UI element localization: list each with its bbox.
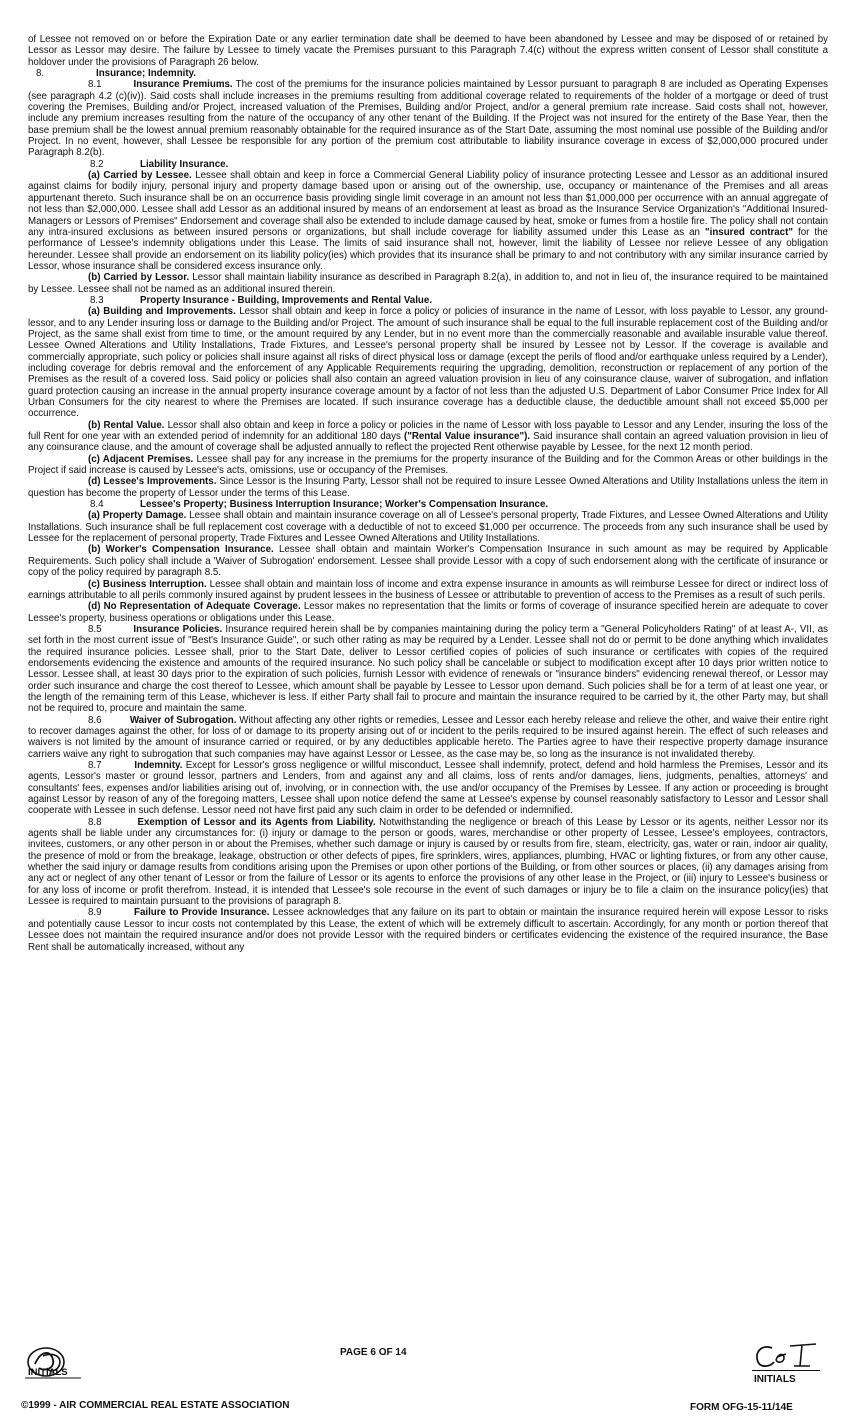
- initials-signature-line: [752, 1370, 820, 1371]
- section-number: 8.5: [88, 623, 102, 635]
- subsection-text: Lessor shall maintain liability insurance as described in Paragraph 8.2(a), in addition to, and not in lieu of, the insurance required to be maintained by Lessee. Lessee shall not be named as an additional insured therein.: [28, 272, 828, 295]
- section-title: Failure to Provide Insurance.: [133, 907, 270, 919]
- section-8-3-b: [28, 420, 828, 454]
- section-text: Without affecting any other rights or remedies, Lessee and Lessor each hereby release and relieve the other, and waive their entire right to recover damages against the other, for loss of or damage to its property arising out of or incident to the perils required to be insured against herein. The effect of such releases and waivers is not limited by the amount of insurance carried or required, or by any deductibles applicable hereto. The Parties agree to have their respective property damage insurance carriers waive any right to subrogation that such companies may have against Lessor or Lessee, as the case may be, so long as the insurance is not invalidated thereby.: [28, 714, 828, 760]
- section-number: 8.1: [88, 79, 102, 91]
- subsection-label: (d) Lessee's Improvements.: [88, 476, 217, 488]
- section-8-4-b: [28, 544, 828, 578]
- subsection-text: Lessee shall obtain and maintain Worker's Compensation Insurance in such amount as may be required by Applicable Requirements. Such policy shall include a 'Waiver of Subrogation' endorsement. Lessee shall provide Lessor with a copy of such endorsement along with the certificate of insurance or copy of the policy required by paragraph 8.5.: [28, 544, 828, 579]
- copyright-notice: ©1999 - AIR COMMERCIAL REAL ESTATE ASSOCIATION: [21, 1400, 290, 1411]
- subsection-text: Lessee shall pay for any increase in the premiums for the property insurance of the Building and for the Common Areas or other buildings in the Project if said increase is caused by Lessee's acts, omissions, use or occupancy of the Premises.: [28, 453, 828, 477]
- section-title: Lessee's Property; Business Interruption Insurance; Worker's Compensation Insurance.: [140, 499, 549, 511]
- paragraph-7-4c-continuation: of Lessee not removed on or before the Expiration Date or any earlier termination date shall be deemed to have been abandoned by Lessee and may be disposed of or retained by Lessor as Lessor may desire. The failure by Lessee to timely vacate the Premises pursuant to this Paragraph 7.4(c) without the express written consent of Lessor shall constitute a holdover under the provisions of Paragraph 26 below.: [28, 34, 828, 68]
- subsection-text: Said insurance shall contain an agreed valuation provision in lieu of any coinsurance clause, and the amount of coverage shall be adjusted annually to reflect the projected Rent otherwise payable by Lessee, for the next 12 month period.: [28, 431, 828, 454]
- section-number: 8.2: [90, 158, 104, 170]
- initials-left-label: INITIALS: [28, 1367, 68, 1378]
- section-8-1: [28, 79, 828, 158]
- section-8-8: [28, 817, 828, 908]
- section-title: Insurance; Indemnity.: [96, 68, 197, 80]
- section-8-3-a: [28, 306, 828, 419]
- section-8-6: [28, 715, 828, 760]
- section-8-5: [28, 624, 828, 715]
- page-number: PAGE 6 OF 14: [340, 1347, 407, 1358]
- section-number: 8.3: [90, 294, 104, 306]
- section-number: 8.: [36, 68, 45, 80]
- subsection-label: (c) Adjacent Premises.: [88, 453, 194, 465]
- subsection-label: (b) Carried by Lessor.: [88, 272, 190, 284]
- lessee-initials-signature: [750, 1340, 820, 1372]
- section-8-2-a: [28, 170, 828, 272]
- section-text: The cost of the premiums for the insurance policies maintained by Lessor pursuant to paragraph 8 are included as Operating Expenses (see paragraph 4.2 (c)(iv)). Said costs shall include increases in the premiums resulting from additional coverage related to requirements of the holder of a mortgage or deed of trust covering the Premises, Building and/or Project, increased valuation of the Premises, Building and/or Project, and/or a general premium rate increase. Said costs shall not, however, include any premium increases resulting from the nature of the occupancy of any other tenant of the Building. If the Project was not insured for the entirety of the Base Year, then the base premium shall be the lowest annual premium reasonably obtainable for the required insurance as of the Start Date, assuming the most nominal use possible of the Building and/or Project. In no event, however, shall Lessee be responsible for any portion of the premium cost attributable to liability insurance coverage in excess of $2,000,000 procured under Paragraph 8.2(b).: [28, 79, 828, 159]
- section-8-3-d: [28, 476, 828, 499]
- subsection-label: (a) Property Damage.: [88, 510, 187, 522]
- section-8-4-heading: [28, 499, 828, 510]
- subsection-label: (c) Business Interruption.: [88, 578, 207, 590]
- section-title: Insurance Policies.: [133, 623, 223, 635]
- section-title: Exemption of Lessor and its Agents from Liability.: [137, 816, 376, 828]
- section-title: Waiver of Subrogation.: [129, 714, 237, 726]
- section-8-2-b: [28, 272, 828, 295]
- section-text: Insurance required herein shall be by companies maintaining during the policy term a "General Policyholders Rating" of at least A-, VII, as set forth in the most current issue of "Best's Insurance Guide", or such other rating as may be required by a Lender. Lessee shall not do or permit to be done anything which invalidates the required insurance policies. Lessee shall, prior to the Start Date, deliver to Lessor certified copies of policies of such insurance or certificates with copies of the required endorsements evidencing the existence and amounts of the required insurance. No such policy shall be cancelable or subject to modification except after 10 days prior written notice to Lessor. Lessee shall, at least 30 days prior to the expiration of such policies, furnish Lessor with evidence of renewals or "insurance binders" evidencing renewal thereof, or Lessor may order such insurance and charge the cost thereof to Lessee, which amount shall be payable by Lessee to Lessor upon demand. Such policies shall be for a term of at least one year, or the length of the remaining term of this Lease, whichever is less. If either Party shall fail to procure and maintain the insurance required to be carried by it, the other Party may, but shall not be required to, procure and maintain the same.: [28, 623, 829, 715]
- section-8-3-heading: [28, 295, 828, 306]
- section-number: 8.9: [88, 907, 102, 919]
- section-8-4-c: [28, 579, 828, 602]
- subsection-text: Since Lessor is the Insuring Party, Lessor shall not be required to insure Lessee Owned Alterations and Utility Installations unless the item in question has become the property of Lessor under the terms of this Lease.: [28, 476, 829, 499]
- bold-term: "insured contract": [705, 226, 793, 238]
- subsection-text: Lessor shall also obtain and keep in force a policy or policies in the name of Lessor with loss payable to Lessor and any Lender, insuring the loss of the full Rent for one year with an extended period of indemnity for an additional 180 days: [28, 419, 828, 443]
- subsection-label: (b) Rental Value.: [88, 419, 165, 431]
- section-number: 8.7: [88, 760, 102, 771]
- subsection-text: Lessee shall obtain and maintain insurance coverage on all of Lessee's personal property, Trade Fixtures, and Lessee Owned Alterations and Utility Installations. Such insurance shall be full replacement cost coverage with a deductible of not to exceed $1,000 per occurrence. The proceeds from any such insurance shall be used by Lessee for the replacement of personal property, Trade Fixtures and Lessee Owned Alterations and Utility Installations.: [28, 510, 828, 545]
- subsection-text: Lessee shall obtain and maintain loss of income and extra expense insurance in amounts as will reimburse Lessee for direct or indirect loss of earnings attributable to all perils commonly insured against by prudent lessees in the business of Lessee or attributable to prevention of access to the Premises as a result of such perils.: [28, 578, 828, 601]
- section-number: 8.4: [90, 499, 104, 511]
- section-number: 8.6: [88, 714, 102, 726]
- section-text: Notwithstanding the negligence or breach of this Lease by Lessor or its agents, neither Lessor nor its agents shall be liable under any circumstances for: (i) injury or damage to the person or goods, wares, merchandise or other property of Lessee, Lessee's employees, contractors, invitees, customers, or any other person in or about the Premises, whether such damage or injury is caused by or results from fire, steam, electricity, gas, water or rain, indoor air quality, the presence of mold or from the breakage, leakage, obstruction or other defects of pipes, fire sprinklers, wires, appliances, plumbing, HVAC or lighting fixtures, or from any other cause, whether the said injury or damage results from conditions arising upon the Premises or upon other portions of the Building, or from other sources or places, (ii) any damages arising from any act or neglect of any other tenant of Lessor or from the failure of Lessor or its agents to enforce the provisions of any other lease in the Project, or (iii) injury to Lessee's business or for any loss of income or profit therefrom. Instead, it is intended that Lessee's sole recourse in the event of such damages or injury be to file a claim on the insurance policy(ies) that Lessee is required to maintain pursuant to the provisions of paragraph 8.: [28, 816, 828, 908]
- page-footer: [0, 1340, 850, 1425]
- subsection-text: Lessee shall obtain and keep in force a Commercial General Liability policy of insurance protecting Lessee and Lessor as an additional insured against claims for bodily injury, personal injury and property damage based upon or arising out of the ownership, use, occupancy or maintenance of the Premises and all areas appurtenant thereto. Such insurance shall be on an occurrence basis providing single limit coverage in an amount not less than $1,000,000 per occurrence with an annual aggregate of not less than $2,000,000. Lessee shall add Lessor as an additional insured by means of an endorsement at least as broad as the Insurance Service Organization's "Additional Insured-Managers or Lessors of Premises" Endorsement and coverage shall also be extended to include damage caused by heat, smoke or fumes from a hostile fire. The policy shall not contain any intra-insured exclusions as between insured persons or organizations, but shall include coverage for liability assumed under this Lease as an: [28, 170, 828, 238]
- section-8-3-c: [28, 454, 828, 477]
- subsection-text: for the performance of Lessee's indemnity obligations under this Lease. The limits of said insurance shall not, however, limit the liability of Lessee nor relieve Lessee of any obligation hereunder. Lessee shall provide an endorsement on its liability policy(ies) which provides that its insurance shall be primary to and not contributory with any similar insurance carried by Lessor, whose insurance shall be considered excess insurance only.: [28, 226, 828, 272]
- document-body: [28, 34, 828, 953]
- section-8-4-a: [28, 510, 828, 544]
- section-text: Lessee acknowledges that any failure on its part to obtain or maintain the insurance required herein will expose Lessor to risks and potentially cause Lessor to incur costs not contemplated by this Lease, the extent of which will be extremely difficult to ascertain. Accordingly, for any month or portion thereof that Lessee does not maintain the required insurance and/or does not provide Lessor with the required binders or certificates evidencing the existence of the required insurance, the Base Rent shall be automatically increased, without any: [28, 907, 828, 953]
- section-8-heading: [28, 68, 828, 79]
- section-title: Indemnity.: [134, 760, 183, 771]
- subsection-label: (b) Worker's Compensation Insurance.: [88, 544, 274, 556]
- section-number: 8.8: [88, 816, 102, 828]
- section-title: Insurance Premiums.: [133, 79, 233, 91]
- section-8-7: [28, 760, 828, 817]
- section-8-2-heading: [28, 159, 828, 170]
- subsection-label: (a) Carried by Lessee.: [88, 170, 192, 182]
- bold-term: ("Rental Value insurance").: [403, 431, 531, 443]
- section-8-4-d: [28, 601, 828, 624]
- initials-right-label: INITIALS: [754, 1374, 796, 1385]
- section-title: Liability Insurance.: [140, 158, 229, 170]
- section-text: Except for Lessor's gross negligence or willful misconduct, Lessee shall indemnify, protect, defend and hold harmless the Premises, Lessor and its agents, Lessor's master or ground lessor, partners and Lenders, from and against any and all claims, loss of rents and/or damages, liens, judgments, penalties, attorneys' and consultants' fees, expenses and/or liabilities arising out of, involving, or in connection with, the use and/or occupancy of the Premises by Lessee. If any action or proceeding is brought against Lessor by reason of any of the foregoing matters, Lessee shall upon notice defend the same at Lessee's expense by counsel reasonably satisfactory to Lessor and Lessor shall cooperate with Lessee in such defense. Lessor need not have first paid any such claim in order to be defended or indemnified.: [28, 760, 828, 817]
- form-identifier: FORM OFG-15-11/14E: [690, 1402, 793, 1413]
- subsection-label: (a) Building and Improvements.: [88, 306, 236, 318]
- subsection-label: (d) No Representation of Adequate Coverage.: [88, 601, 301, 613]
- section-title: Property Insurance - Building, Improvements and Rental Value.: [140, 294, 433, 306]
- subsection-text: Lessor makes no representation that the limits or forms of coverage of insurance specified herein are adequate to cover Lessee's property, business operations or obligations under this Lease.: [28, 601, 828, 624]
- subsection-text: Lessor shall obtain and keep in force a policy or policies of insurance in the name of Lessor, with loss payable to Lessor, any ground-lessor, and to any Lender insuring loss or damage to the Building and/or Project. The amount of such insurance shall be equal to the full insurable replacement cost of the Building and/or Project, as the same shall exist from time to time, or the amount required by any Lender, but in no event more than the commercially reasonable and available insurable value thereof. Lessee Owned Alterations and Utility Installations, Trade Fixtures, and Lessee's personal property shall be insured by Lessee not by Lessor. If the coverage is available and commercially appropriate, such policy or policies shall insure against all risks of direct physical loss or damage (except the perils of flood and/or earthquake unless required by a Lender), including coverage for debris removal and the enforcement of any Applicable Requirements requiring the upgrading, demolition, reconstruction or replacement of any portion of the Premises as the result of a covered loss. Said policy or policies shall also contain an agreed valuation provision in lieu of any coinsurance clause, waiver of subrogation, and inflation guard protection causing an increase in the annual property insurance coverage amount by a factor of not less than the adjusted U.S. Department of Labor Consumer Price Index for All Urban Consumers for the city nearest to where the Premises are located. If such insurance coverage has a deductible clause, the deductible amount shall not exceed $5,000 per occurrence.: [28, 306, 828, 420]
- section-8-9: [28, 907, 828, 952]
